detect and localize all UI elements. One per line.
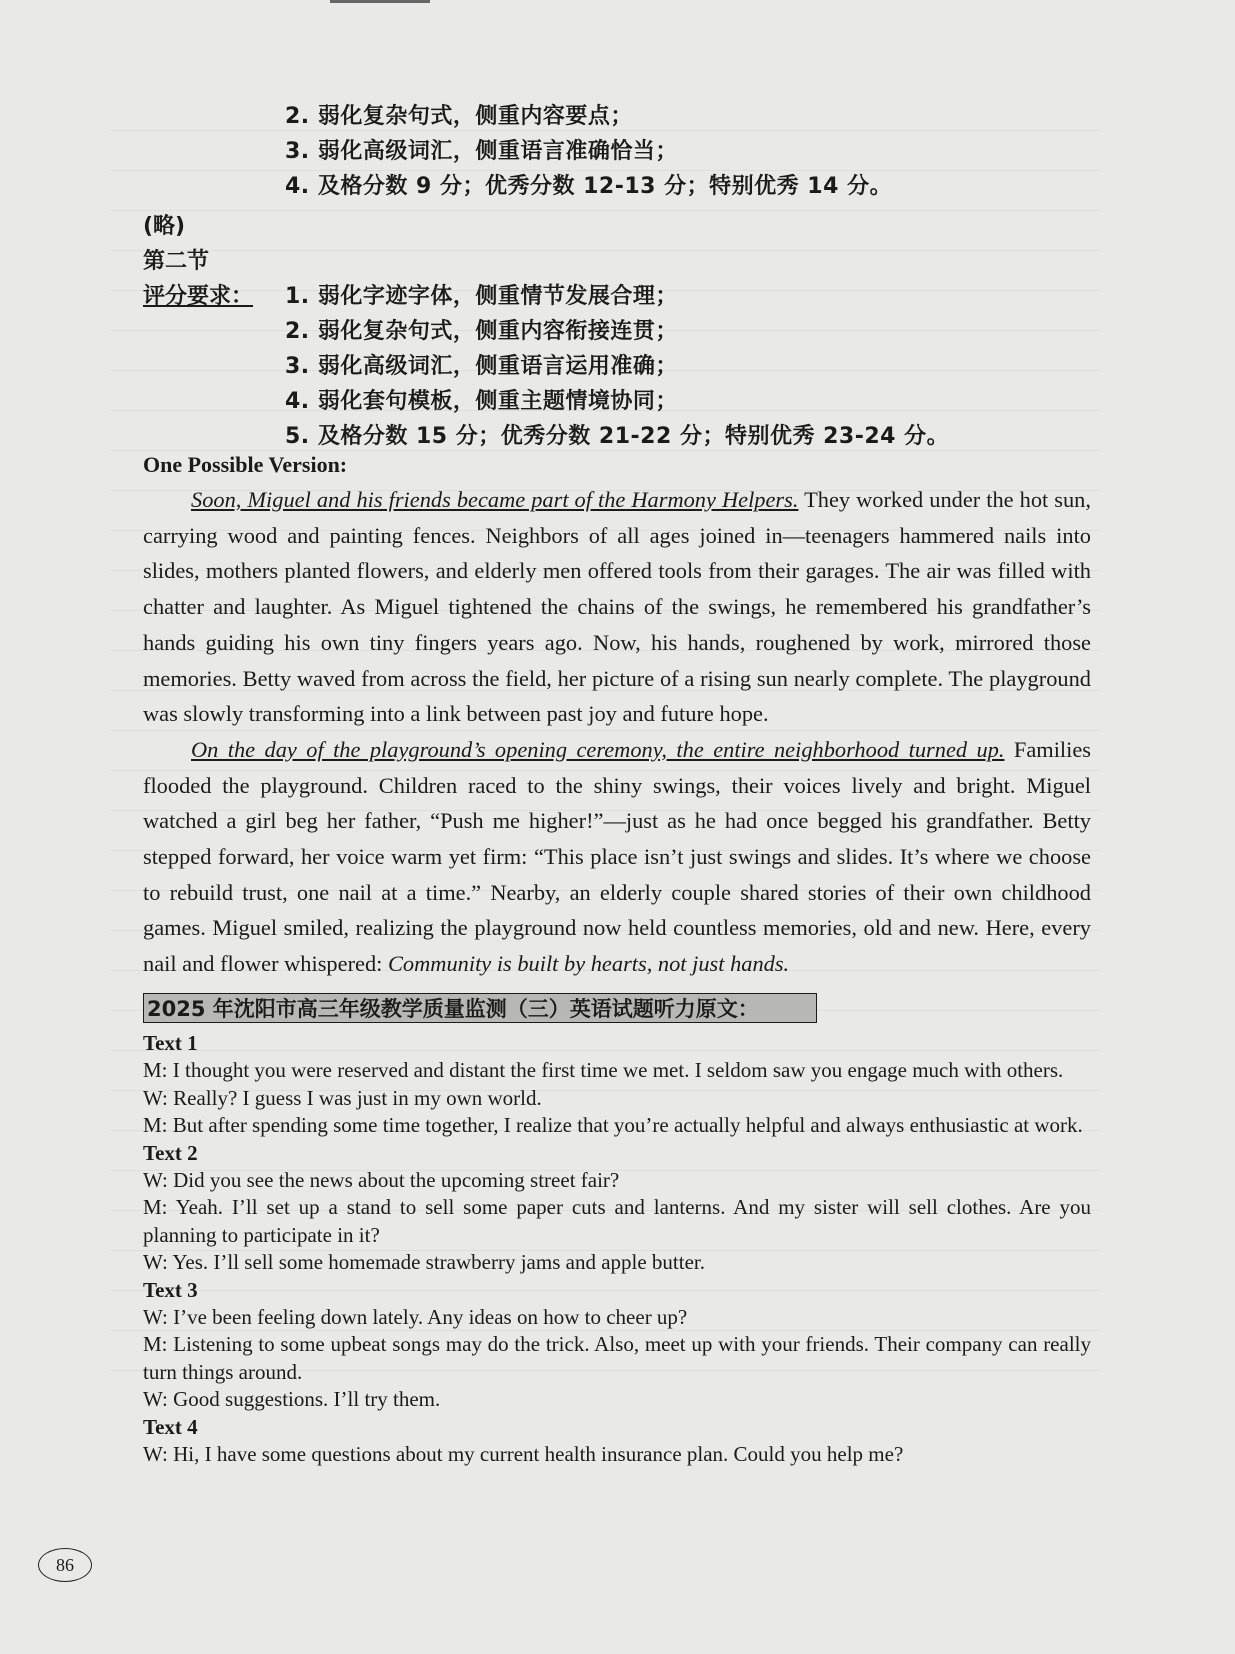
omitted-label: (略) <box>143 214 186 239</box>
listening-transcript <box>143 1030 1091 1469</box>
model-essay <box>143 482 1091 982</box>
essay-paragraph <box>143 732 1091 982</box>
paragraph-body: Families flooded the playground. Children raced to the shiny swings, their voices lively and bright. Miguel watched a girl beg her father, “Push me higher!”—just as he had once begged his grandfather. Betty stepped forward, her voice warm yet firm: “This place isn’t just swings and slides. It’s where we choose to rebuild trust, one nail at a time.” Nearby, an elderly couple shared stories of their own childhood games. Miguel smiled, realizing the playground now held countless memories, old and new. Here, every nail and flower whispered: <box>143 736 1092 977</box>
text-heading: Text 1 <box>143 1031 198 1055</box>
grading-item: 2. 弱化复杂句式，侧重内容要点； <box>285 104 633 129</box>
dialogue-line: W: Really? I guess I was just in my own world. <box>143 1085 542 1110</box>
dialogue-line: W: I’ve been feeling down lately. Any ideas on how to cheer up? <box>143 1305 688 1330</box>
paragraph-body: They worked under the hot sun, carrying wood and painting fences. Neighbors of all ages joined in—teenagers hammered nails into slides, mothers planted flowers, and elderly men offered tools from their garages. The air was filled with chatter and laughter. As Miguel tightened the chains of the swings, he remembered his grandfather’s hands guiding his own tiny fingers years ago. Now, his hands, roughened by work, mirrored those memories. Betty waved from across the field, her picture of a rising sun nearly complete. The playground was slowly transforming into a link between past joy and future hope. <box>143 487 1091 727</box>
dialogue-line: W: Good suggestions. I’ll try them. <box>143 1387 441 1412</box>
dialogue-line: M: Listening to some upbeat songs may do the trick. Also, meet up with your friends. Their company can really turn things around. <box>143 1332 1091 1384</box>
dialogue-line: W: Yes. I’ll sell some homemade strawberry jams and apple butter. <box>143 1250 706 1275</box>
version-heading: One Possible Version: <box>143 452 348 477</box>
grading-item: 3. 弱化高级词汇，侧重语言准确恰当； <box>285 139 678 164</box>
paragraph-lead-sentence: On the day of the playground’s opening ceremony, the entire neighborhood turned up. <box>191 736 1005 762</box>
text-heading: Text 3 <box>143 1277 198 1302</box>
listening-transcript-title: 2025 年沈阳市高三年级教学质量监测（三）英语试题听力原文： <box>143 993 817 1023</box>
text-block <box>143 1277 1091 1414</box>
grading-item: 4. 及格分数 9 分；优秀分数 12-13 分；特别优秀 14 分。 <box>285 174 893 199</box>
grading-item: 1. 弱化字迹字体，侧重情节发展合理； <box>285 284 678 309</box>
section-title: 第二节 <box>143 249 210 274</box>
grading-item: 3. 弱化高级词汇，侧重语言运用准确； <box>285 354 678 379</box>
dialogue-line: M: Yeah. I’ll set up a stand to sell some paper cuts and lanterns. And my sister will sell clothes. Are you planning to participate in it? <box>143 1195 1091 1247</box>
text-block <box>143 1140 1091 1277</box>
essay-paragraph <box>143 482 1091 732</box>
text-block <box>143 1414 1091 1469</box>
dialogue-line: M: I thought you were reserved and distant the first time we met. I seldom saw you engage much with others. <box>143 1058 1064 1083</box>
page-number: 86 <box>38 1548 92 1582</box>
text-heading: Text 2 <box>143 1140 198 1165</box>
dialogue-line: W: Hi, I have some questions about my current health insurance plan. Could you help me? <box>143 1442 904 1467</box>
top-rule <box>330 0 430 3</box>
dialogue-line: W: Did you see the news about the upcoming street fair? <box>143 1168 620 1193</box>
grading-item: 4. 弱化套句模板，侧重主题情境协同； <box>285 389 678 414</box>
grading-requirements-label: 评分要求： <box>143 284 254 309</box>
text-block <box>143 1030 1091 1140</box>
dialogue-line: M: But after spending some time together, I realize that you’re actually helpful and always enthusiastic at work. <box>143 1113 1083 1138</box>
grading-item: 2. 弱化复杂句式，侧重内容衔接连贯； <box>285 319 678 344</box>
grading-item: 5. 及格分数 15 分；优秀分数 21-22 分；特别优秀 23-24 分。 <box>285 424 950 449</box>
text-heading: Text 4 <box>143 1414 198 1439</box>
paragraph-lead-sentence: Soon, Miguel and his friends became part of the Harmony Helpers. <box>191 487 799 512</box>
closing-italic-phrase: Community is built by hearts, not just hands. <box>387 951 790 977</box>
